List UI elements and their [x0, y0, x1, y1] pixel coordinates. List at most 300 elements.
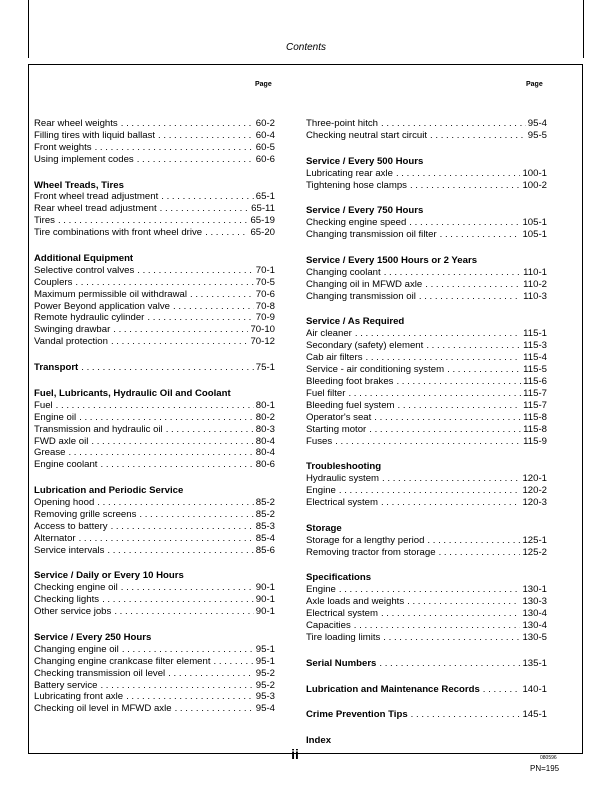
- toc-entry-title: Starting motor: [306, 423, 367, 435]
- toc-entry-page: 105-1: [522, 217, 547, 229]
- dot-leader: [439, 547, 521, 559]
- dot-leader: [114, 606, 253, 618]
- dot-leader: [97, 497, 254, 509]
- toc-entry[interactable]: [306, 497, 547, 509]
- toc-entry-title: Selective control valves: [34, 264, 135, 276]
- dot-leader: [335, 436, 521, 448]
- dot-leader: [419, 291, 521, 303]
- section-heading: Storage: [306, 522, 342, 534]
- toc-entry-page: 110-1: [523, 266, 547, 278]
- toc-entry[interactable]: [306, 229, 547, 241]
- section-heading: Service / Every 750 Hours: [306, 205, 424, 217]
- dot-leader: [447, 364, 521, 376]
- toc-entry[interactable]: [34, 215, 275, 227]
- dot-leader: [382, 473, 520, 485]
- toc-entry-title: Engine oil: [34, 411, 77, 423]
- dot-leader: [175, 703, 254, 715]
- toc-entry[interactable]: [34, 703, 275, 715]
- toc-entry[interactable]: [306, 608, 547, 620]
- toc-entry-title: Engine coolant: [34, 459, 98, 471]
- toc-entry[interactable]: [34, 582, 275, 594]
- toc-entry-title: Bleeding foot brakes: [306, 375, 394, 387]
- toc-entry[interactable]: [306, 620, 547, 632]
- dot-leader: [139, 509, 253, 521]
- toc-entry-page: 70-12: [250, 336, 275, 348]
- toc-entry-page: 95-2: [255, 679, 275, 691]
- dot-leader: [121, 582, 254, 594]
- dot-leader: [427, 535, 520, 547]
- toc-entry-page: 110-3: [523, 290, 547, 302]
- toc-entry-title: Changing transmission oil: [306, 290, 416, 302]
- dot-leader: [407, 596, 520, 608]
- toc-section: [306, 156, 547, 192]
- toc-section: [306, 684, 547, 696]
- toc-entry[interactable]: [306, 473, 547, 485]
- toc-entry-title: Filling tires with liquid ballast: [34, 129, 156, 141]
- toc-entry-page: 125-2: [522, 546, 547, 558]
- toc-entry-page: 140-1: [522, 683, 547, 695]
- toc-entry-title: Service intervals: [34, 544, 105, 556]
- toc-entry-page: 80-1: [255, 399, 275, 411]
- toc-section: [34, 632, 275, 715]
- toc-entry-title: Axle loads and weights: [306, 596, 405, 608]
- toc-entry-page: 90-1: [255, 606, 275, 618]
- toc-entry[interactable]: [34, 324, 275, 336]
- toc-entry-page: 80-2: [255, 411, 275, 423]
- toc-entry-title: Couplers: [34, 276, 73, 288]
- toc-entry-page: 125-1: [522, 534, 547, 546]
- toc-entry[interactable]: [306, 388, 547, 400]
- toc-entry[interactable]: [34, 289, 275, 301]
- toc-entry[interactable]: [306, 684, 547, 696]
- toc-entry[interactable]: [34, 336, 275, 348]
- toc-entry[interactable]: [34, 436, 275, 448]
- toc-entry-page: 115-7: [523, 387, 547, 399]
- section-heading: Troubleshooting: [306, 461, 382, 473]
- toc-entry-title: Checking neutral start circuit: [306, 129, 428, 141]
- toc-entry-page: 95-3: [255, 691, 275, 703]
- toc-entry-page: 80-6: [255, 459, 275, 471]
- toc-entry-title: Checking oil level in MFWD axle: [34, 703, 172, 715]
- toc-section: [34, 253, 275, 348]
- toc-entry-title: Front weights: [34, 141, 92, 153]
- toc-entry-page: 70-1: [255, 264, 275, 276]
- toc-entry-page: 90-1: [255, 582, 275, 594]
- toc-entry[interactable]: [34, 203, 275, 215]
- toc-entry-title: Electrical system: [306, 497, 378, 509]
- dot-leader: [95, 142, 254, 154]
- toc-entry-page: 85-2: [255, 508, 275, 520]
- dot-leader: [409, 217, 520, 229]
- toc-entry[interactable]: [306, 279, 547, 291]
- toc-entry-page: 120-2: [522, 485, 547, 497]
- toc-entry-page: 115-9: [523, 435, 547, 447]
- toc-entry-title: Power Beyond application valve: [34, 300, 170, 312]
- toc-entry-title: Alternator: [34, 532, 76, 544]
- dot-leader: [111, 336, 248, 348]
- toc-entry[interactable]: [306, 364, 547, 376]
- toc-entry-page: 130-1: [522, 584, 547, 596]
- section-heading: Service / Daily or Every 10 Hours: [34, 570, 184, 582]
- toc-entry[interactable]: [34, 424, 275, 436]
- toc-entry[interactable]: [34, 312, 275, 324]
- toc-entry-page: 70-8: [255, 300, 275, 312]
- toc-entry-page: 80-4: [255, 447, 275, 459]
- dot-leader: [383, 632, 520, 644]
- toc-entry-title: Front wheel tread adjustment: [34, 191, 159, 203]
- toc-entry[interactable]: [306, 547, 547, 559]
- dot-leader: [379, 658, 520, 670]
- toc-entry[interactable]: [306, 291, 547, 303]
- toc-entry-title: Service - air conditioning system: [306, 364, 445, 376]
- toc-entry-title: Changing engine oil: [34, 643, 119, 655]
- dot-leader: [339, 485, 521, 497]
- toc-entry[interactable]: [306, 340, 547, 352]
- dot-leader: [354, 620, 521, 632]
- toc-entry-title: Fuel: [34, 399, 53, 411]
- page-column-label-left: Page: [255, 81, 272, 88]
- toc-entry[interactable]: [34, 594, 275, 606]
- dot-leader: [126, 691, 254, 703]
- toc-entry[interactable]: [34, 447, 275, 459]
- dot-leader: [122, 644, 254, 656]
- page-title: Contents: [285, 42, 327, 53]
- dot-leader: [168, 668, 254, 680]
- toc-entry-page: 95-5: [527, 129, 547, 141]
- toc-section: [306, 255, 547, 303]
- toc-entry[interactable]: [306, 217, 547, 229]
- pn-number: PN=195: [530, 764, 560, 773]
- toc-entry-page: 80-3: [255, 423, 275, 435]
- toc-entry[interactable]: [34, 142, 275, 154]
- toc-entry[interactable]: [306, 535, 547, 547]
- toc-entry-title: Changing coolant: [306, 266, 381, 278]
- toc-section: [306, 735, 547, 747]
- toc-section: [306, 658, 547, 670]
- toc-entry-title: Using implement codes: [34, 153, 134, 165]
- toc-entry-page: 130-4: [522, 608, 547, 620]
- dot-leader: [381, 118, 526, 130]
- toc-entry-page: 130-5: [522, 631, 547, 643]
- dot-leader: [411, 709, 521, 721]
- toc-entry[interactable]: [34, 154, 275, 166]
- toc-entry-title: Vandal protection: [34, 336, 108, 348]
- toc-entry-page: 95-4: [527, 118, 547, 129]
- dot-leader: [205, 227, 248, 239]
- toc-entry[interactable]: [306, 328, 547, 340]
- section-heading: Lubrication and Periodic Service: [34, 485, 184, 497]
- toc-entry-title: Changing transmission oil filter: [306, 229, 437, 241]
- toc-entry[interactable]: [306, 485, 547, 497]
- toc-entry[interactable]: [34, 191, 275, 203]
- toc-entry[interactable]: [34, 227, 275, 239]
- toc-section: [34, 180, 275, 240]
- toc-entry-page: 100-1: [522, 167, 547, 179]
- toc-entry-page: 70-10: [250, 324, 275, 336]
- toc-entry-page: 120-3: [522, 497, 547, 509]
- toc-section: [34, 388, 275, 471]
- toc-section: [34, 570, 275, 618]
- toc-entry-title: Swinging drawbar: [34, 324, 111, 336]
- dot-leader: [160, 203, 250, 215]
- toc-entry[interactable]: [306, 168, 547, 180]
- toc-entry-page: 120-1: [522, 473, 547, 485]
- dot-leader: [381, 497, 520, 509]
- dot-leader: [166, 424, 254, 436]
- toc-entry[interactable]: [306, 180, 547, 192]
- toc-entry-page: 70-6: [255, 288, 275, 300]
- toc-entry-title: Engine: [306, 485, 336, 497]
- toc-entry-page: 105-1: [522, 229, 547, 241]
- toc-entry-page: 85-6: [255, 544, 275, 556]
- toc-entry[interactable]: [34, 362, 275, 374]
- toc-entry-title: Air cleaner: [306, 328, 352, 340]
- toc-entry[interactable]: [306, 130, 547, 142]
- toc-left-column: [34, 118, 275, 729]
- toc-entry-title: Remote hydraulic cylinder: [34, 312, 145, 324]
- toc-entry-title: Rear wheel weights: [34, 118, 118, 129]
- toc-entry-page: 85-4: [255, 532, 275, 544]
- toc-entry[interactable]: [306, 376, 547, 388]
- dot-leader: [440, 229, 521, 241]
- dot-leader: [91, 436, 253, 448]
- toc-entry-title: Transport: [34, 362, 79, 374]
- toc-entry[interactable]: [306, 596, 547, 608]
- toc-entry[interactable]: [34, 521, 275, 533]
- dot-leader: [137, 265, 254, 277]
- dot-leader: [381, 608, 520, 620]
- dot-leader: [158, 130, 254, 142]
- toc-entry[interactable]: [34, 459, 275, 471]
- toc-entry-page: 115-1: [523, 328, 547, 340]
- toc-entry-page: 85-3: [255, 520, 275, 532]
- toc-entry-page: 65-20: [250, 227, 275, 239]
- toc-entry-title: Removing grille screens: [34, 508, 137, 520]
- dot-leader: [374, 412, 521, 424]
- toc-entry-page: 115-8: [523, 411, 547, 423]
- toc-entry-title: Cab air filters: [306, 352, 363, 364]
- dot-leader: [79, 412, 254, 424]
- dot-leader: [161, 191, 254, 203]
- toc-entry-page: 60-5: [255, 141, 275, 153]
- dot-leader: [396, 168, 521, 180]
- dot-leader: [369, 424, 521, 436]
- dot-leader: [396, 376, 521, 388]
- toc-entry-page: 145-1: [522, 709, 547, 721]
- dot-leader: [107, 545, 253, 557]
- dot-leader: [79, 533, 254, 545]
- toc-entry-title: Checking engine oil: [34, 582, 118, 594]
- dot-leader: [58, 215, 248, 227]
- toc-entry[interactable]: [306, 352, 547, 364]
- dot-leader: [111, 521, 254, 533]
- toc-entry[interactable]: [306, 118, 547, 130]
- toc-entry-title: Tire loading limits: [306, 631, 381, 643]
- toc-entry-title: Hydraulic system: [306, 473, 380, 485]
- toc-entry-page: 60-2: [255, 118, 275, 129]
- dot-leader: [430, 130, 526, 142]
- toc-entry-title: Bleeding fuel system: [306, 399, 395, 411]
- dot-leader: [426, 340, 521, 352]
- toc-entry-title: Checking engine speed: [306, 217, 407, 229]
- toc-entry[interactable]: [306, 424, 547, 436]
- toc-section: [306, 523, 547, 559]
- toc-entry-page: 115-3: [523, 340, 547, 352]
- toc-entry[interactable]: [34, 277, 275, 289]
- toc-entry-title: Operator's seat: [306, 411, 372, 423]
- toc-entry[interactable]: [34, 412, 275, 424]
- dot-leader: [190, 289, 254, 301]
- toc-entry-title: Three-point hitch: [306, 118, 378, 129]
- section-heading: Specifications: [306, 572, 372, 584]
- section-heading: Service / Every 1500 Hours or 2 Years: [306, 254, 478, 266]
- toc-entry-title: Fuel filter: [306, 387, 346, 399]
- toc-entry[interactable]: [34, 656, 275, 668]
- dot-leader: [100, 680, 253, 692]
- toc-entry[interactable]: [306, 436, 547, 448]
- dot-leader: [81, 362, 254, 374]
- toc-entry-title: Checking transmission oil level: [34, 667, 166, 679]
- toc-entry-page: 70-5: [255, 276, 275, 288]
- toc-entry-page: 115-5: [523, 364, 547, 376]
- toc-entry[interactable]: [34, 509, 275, 521]
- toc-entry[interactable]: [306, 584, 547, 596]
- dot-leader: [410, 180, 520, 192]
- dot-leader: [355, 328, 521, 340]
- toc-entry-page: 65-11: [251, 203, 275, 215]
- toc-entry[interactable]: [34, 400, 275, 412]
- dot-leader: [113, 324, 248, 336]
- toc-entry-page: 95-1: [255, 643, 275, 655]
- dot-leader: [173, 301, 254, 313]
- toc-entry[interactable]: [306, 709, 547, 721]
- dot-leader: [100, 459, 253, 471]
- toc-entry[interactable]: [34, 533, 275, 545]
- toc-entry[interactable]: [34, 265, 275, 277]
- toc-entry-title: Capacities: [306, 620, 351, 632]
- toc-entry[interactable]: [34, 497, 275, 509]
- toc-entry-page: 80-4: [255, 435, 275, 447]
- toc-section: [34, 362, 275, 374]
- toc-entry-title: Lubrication and Maintenance Records: [306, 683, 480, 695]
- toc-entry-page: 110-2: [523, 278, 547, 290]
- toc-entry-title: Removing tractor from storage: [306, 546, 436, 558]
- toc-right-column: [306, 118, 547, 761]
- toc-entry-page: 100-2: [522, 179, 547, 191]
- toc-entry-title: Changing engine crankcase filter element: [34, 655, 211, 667]
- toc-entry-page: 65-1: [255, 191, 275, 203]
- toc-entry-page: 130-3: [522, 596, 547, 608]
- toc-section: [306, 461, 547, 509]
- toc-entry[interactable]: [34, 668, 275, 680]
- dot-leader: [214, 656, 254, 668]
- toc-entry[interactable]: [306, 400, 547, 412]
- toc-entry-title: Serial Numbers: [306, 657, 377, 669]
- section-heading: Service / Every 250 Hours: [34, 631, 152, 643]
- page-number: ii: [291, 746, 299, 762]
- toc-entry-page: 85-2: [255, 497, 275, 509]
- toc-entry-page: 135-1: [522, 657, 547, 669]
- dot-leader: [147, 312, 253, 324]
- toc-entry[interactable]: [34, 644, 275, 656]
- toc-entry-title: Maximum permissible oil withdrawal: [34, 288, 188, 300]
- section-heading: Index: [306, 735, 332, 747]
- toc-entry-title: Rear wheel tread adjustment: [34, 203, 157, 215]
- toc-entry-page: 115-4: [523, 352, 547, 364]
- toc-entry[interactable]: [306, 267, 547, 279]
- toc-entry-page: 65-19: [250, 215, 275, 227]
- toc-entry-page: 115-6: [523, 375, 547, 387]
- toc-entry[interactable]: [34, 130, 275, 142]
- dot-leader: [366, 352, 522, 364]
- toc-entry-page: 60-6: [255, 153, 275, 165]
- toc-entry-page: 95-1: [255, 655, 275, 667]
- toc-entry-page: 90-1: [255, 594, 275, 606]
- section-heading: Service / Every 500 Hours: [306, 155, 424, 167]
- toc-entry[interactable]: [306, 658, 547, 670]
- toc-entry-title: Other service jobs: [34, 606, 112, 618]
- toc-entry-title: Tires: [34, 215, 55, 227]
- dot-leader: [121, 118, 254, 130]
- toc-section: [34, 485, 275, 556]
- toc-entry-title: Fuses: [306, 435, 333, 447]
- dot-leader: [348, 388, 521, 400]
- toc-entry[interactable]: [34, 680, 275, 692]
- toc-entry-title: Battery service: [34, 679, 98, 691]
- toc-entry-title: Changing oil in MFWD axle: [306, 278, 423, 290]
- toc-entry[interactable]: [306, 412, 547, 424]
- toc-entry-title: Storage for a lengthy period: [306, 534, 425, 546]
- section-heading: Additional Equipment: [34, 252, 134, 264]
- toc-entry-title: Transmission and hydraulic oil: [34, 423, 163, 435]
- page-column-label-right: Page: [526, 81, 543, 88]
- toc-entry-title: Secondary (safety) element: [306, 340, 424, 352]
- toc-entry-page: 115-7: [523, 399, 547, 411]
- dot-leader: [425, 279, 521, 291]
- toc-entry-title: Lubricating front axle: [34, 691, 124, 703]
- toc-entry[interactable]: [34, 606, 275, 618]
- document-code: 080596: [540, 755, 557, 761]
- toc-entry-title: Checking lights: [34, 594, 100, 606]
- toc-entry[interactable]: [34, 691, 275, 703]
- section-heading: Service / As Required: [306, 316, 405, 328]
- dot-leader: [68, 447, 253, 459]
- toc-entry-page: 75-1: [255, 362, 275, 374]
- toc-entry-title: Electrical system: [306, 608, 378, 620]
- section-heading: Wheel Treads, Tires: [34, 179, 124, 191]
- toc-entry[interactable]: [306, 632, 547, 644]
- toc-entry-page: 70-9: [255, 312, 275, 324]
- toc-entry-title: Access to battery: [34, 520, 108, 532]
- toc-entry[interactable]: [34, 118, 275, 130]
- toc-section: [34, 118, 275, 166]
- toc-entry[interactable]: [34, 545, 275, 557]
- section-heading: Fuel, Lubricants, Hydraulic Oil and Coolant: [34, 387, 231, 399]
- toc-entry-page: 95-2: [255, 667, 275, 679]
- toc-entry-title: FWD axle oil: [34, 435, 89, 447]
- toc-entry[interactable]: [34, 301, 275, 313]
- toc-entry-title: Tire combinations with front wheel drive: [34, 227, 203, 239]
- toc-section: [306, 118, 547, 142]
- toc-entry-page: 130-4: [522, 620, 547, 632]
- toc-section: [306, 709, 547, 721]
- toc-section: [306, 572, 547, 643]
- toc-entry-page: 60-4: [255, 129, 275, 141]
- dot-leader: [75, 277, 253, 289]
- toc-section: [306, 316, 547, 447]
- toc-entry-title: Grease: [34, 447, 66, 459]
- dot-leader: [384, 267, 521, 279]
